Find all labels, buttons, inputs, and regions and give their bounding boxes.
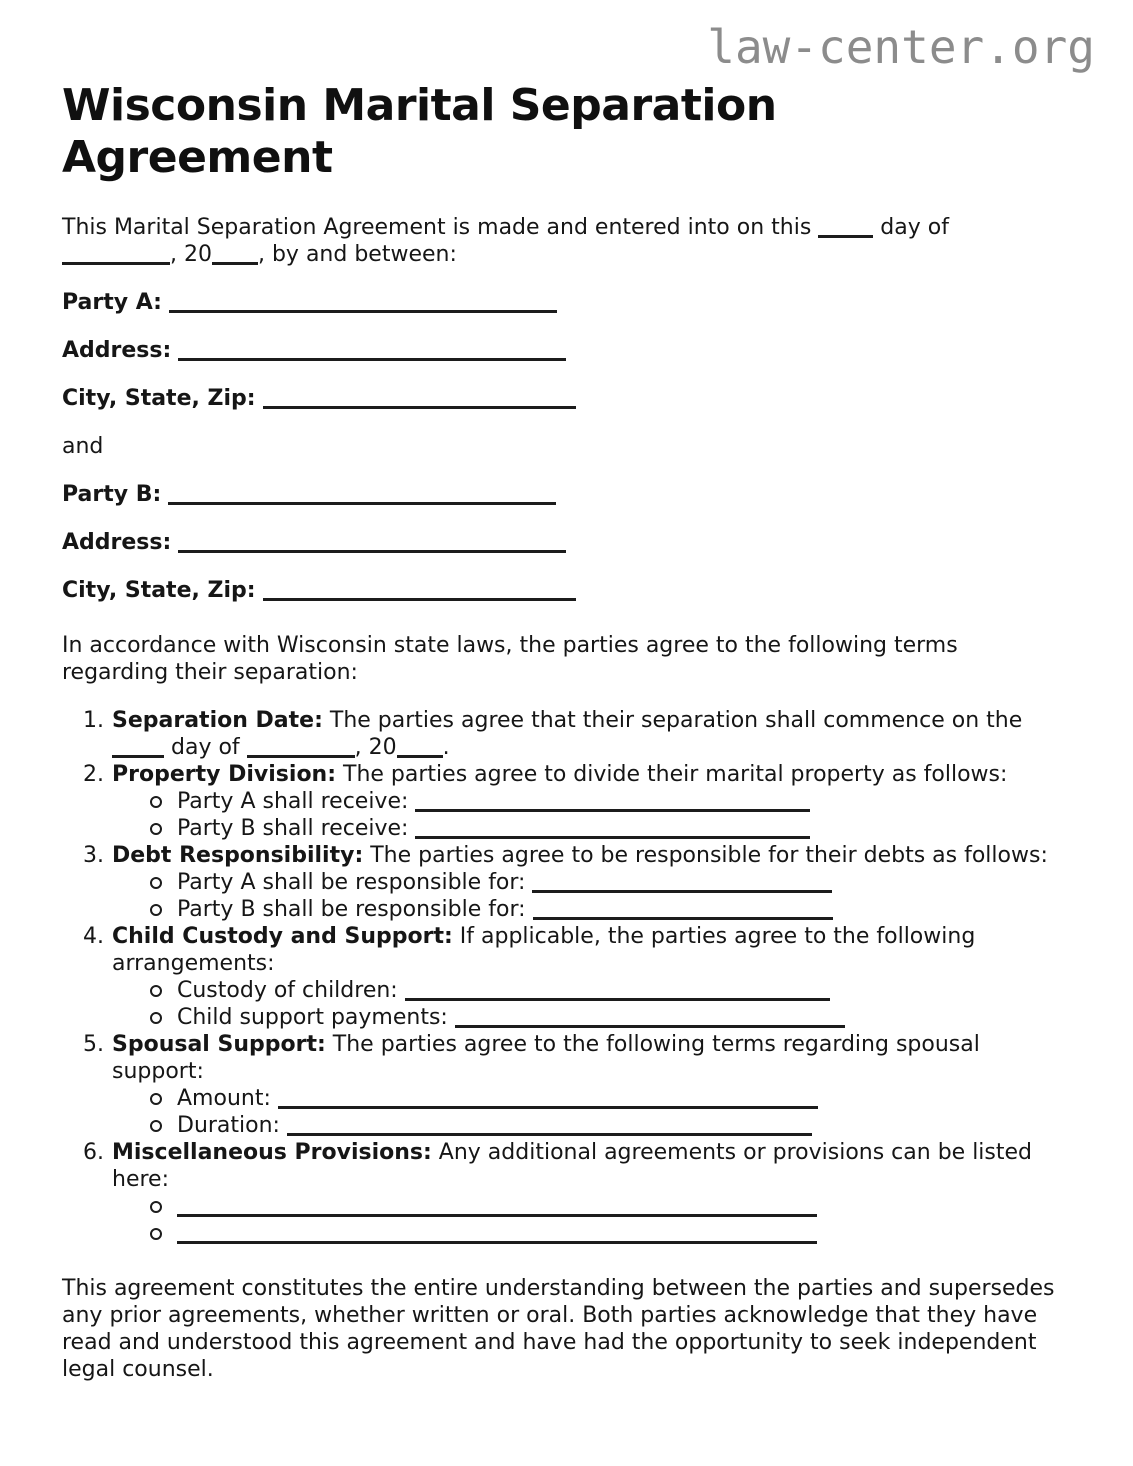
sub-item-body (177, 815, 1083, 842)
blank-fill-line (178, 345, 566, 361)
sub-item-party-b-responsible (112, 896, 1083, 923)
blank-fill-line (263, 393, 576, 409)
text: . (442, 735, 450, 760)
bold-text: Party B: (62, 482, 162, 507)
text: This agreement constitutes the entire understanding between the parties and supersedes (62, 1276, 1055, 1301)
accordance-paragraph (62, 632, 1083, 686)
text (171, 530, 178, 555)
sub-item-body (177, 1004, 1083, 1031)
party-b-field (62, 481, 1083, 508)
blank-fill-line (263, 585, 576, 601)
sub-item-duration (112, 1112, 1083, 1139)
text: The parties agree to the following terms regarding spousal (325, 1032, 980, 1057)
text: Duration: (177, 1113, 287, 1138)
text: arrangements: (112, 951, 275, 976)
blank-fill-line (455, 1012, 845, 1028)
blank-fill-line (212, 249, 258, 265)
text-line (177, 896, 1083, 923)
blank-fill-line (287, 1120, 812, 1136)
blank-fill-line (177, 1228, 817, 1244)
blank-fill-line (405, 985, 830, 1001)
list-item-property-division (62, 761, 1083, 842)
blank-fill-line (112, 742, 164, 758)
party-a-address-field (62, 337, 1083, 364)
blank-fill-line (818, 222, 873, 238)
blank-fill-line (177, 1201, 817, 1217)
sub-item-body (177, 896, 1083, 923)
text-line (177, 1004, 1083, 1031)
text (162, 290, 169, 315)
bold-text: City, State, Zip: (62, 578, 256, 603)
text: Child support payments: (177, 1005, 455, 1030)
list-item-body (112, 842, 1083, 923)
list-item-body (112, 923, 1083, 1031)
circle-bullet-icon (150, 1093, 162, 1105)
list-item-number: 6. (83, 1140, 104, 1165)
sub-item-body (177, 788, 1083, 815)
text-line (62, 529, 1083, 556)
list-item-number: 2. (83, 762, 104, 787)
list-item-spousal-support (62, 1031, 1083, 1139)
list-item-body (112, 761, 1083, 842)
bold-text: Child Custody and Support: (112, 924, 453, 949)
blank-fill-line (247, 742, 355, 758)
party-b-address-field (62, 529, 1083, 556)
blank-fill-line (533, 904, 833, 920)
text-line (62, 1329, 1083, 1356)
bold-text: Property Division: (112, 762, 337, 787)
list-item-child-custody (62, 923, 1083, 1031)
circle-bullet-icon (150, 1012, 162, 1024)
blank-fill-line (62, 249, 170, 265)
text: Amount: (177, 1086, 278, 1111)
text-line (177, 1112, 1083, 1139)
circle-bullet-icon (150, 1120, 162, 1132)
blank-fill-line (178, 537, 566, 553)
text: In accordance with Wisconsin state laws, the parties agree to the following terms (62, 633, 958, 658)
text-line (112, 923, 1083, 950)
blank-fill-line (168, 489, 556, 505)
text: regarding their separation: (62, 660, 358, 685)
text-line (62, 289, 1083, 316)
text-line (177, 1193, 1083, 1220)
text-line (112, 1166, 1083, 1193)
closing-paragraph (62, 1275, 1083, 1383)
blank-fill-line (415, 796, 810, 812)
party-a-city-state-zip-field (62, 385, 1083, 412)
sub-item-amount (112, 1085, 1083, 1112)
text: This Marital Separation Agreement is made and entered into on this (62, 215, 819, 240)
party-a-field (62, 289, 1083, 316)
sub-item-child-support-payments (112, 1004, 1083, 1031)
text-line (112, 707, 1083, 734)
bold-text: City, State, Zip: (62, 386, 256, 411)
text-line (112, 950, 1083, 977)
bold-text: Address: (62, 338, 172, 363)
circle-bullet-icon (150, 1201, 162, 1213)
text: legal counsel. (62, 1357, 214, 1382)
text: support: (112, 1059, 204, 1084)
and-text (62, 433, 1083, 460)
text: here: (112, 1167, 169, 1192)
text-line (112, 842, 1083, 869)
text: Party B shall receive: (177, 816, 416, 841)
text: Party B shall be responsible for: (177, 897, 533, 922)
text (256, 578, 263, 603)
text-line (112, 761, 1083, 788)
text-line (62, 659, 1083, 686)
blank-fill-line (397, 742, 443, 758)
text (256, 386, 263, 411)
sub-item-provision-blank-1 (112, 1193, 1083, 1220)
blank-fill-line (415, 823, 810, 839)
text-line (112, 1139, 1083, 1166)
text-line (62, 1275, 1083, 1302)
list-item-body (112, 1031, 1083, 1139)
text-line (62, 337, 1083, 364)
text: Custody of children: (177, 978, 405, 1003)
sub-item-body (177, 869, 1083, 896)
text-line (62, 1302, 1083, 1329)
text-line (177, 1220, 1083, 1247)
sub-item-body (177, 1193, 1083, 1220)
text-line (112, 734, 1083, 761)
text-line (62, 1356, 1083, 1383)
sub-item-party-b-receive (112, 815, 1083, 842)
list-item-body (112, 1139, 1083, 1247)
circle-bullet-icon (150, 985, 162, 997)
list-item-number: 1. (83, 708, 104, 733)
sub-item-provision-blank-2 (112, 1220, 1083, 1247)
text: , 20 (170, 242, 212, 267)
document-body (0, 214, 1133, 1383)
bold-text: Separation Date: (112, 708, 323, 733)
sub-item-body (177, 977, 1083, 1004)
list-item-number: 5. (83, 1032, 104, 1057)
bold-text: Miscellaneous Provisions: (112, 1140, 432, 1165)
text: day of (164, 735, 247, 760)
text-line (177, 1085, 1083, 1112)
list-item-number: 4. (83, 924, 104, 949)
text-line (177, 869, 1083, 896)
text-line (112, 1031, 1083, 1058)
text: If applicable, the parties agree to the following (452, 924, 976, 949)
blank-fill-line (278, 1093, 818, 1109)
sub-item-body (177, 1220, 1083, 1247)
sub-item-custody-of-children (112, 977, 1083, 1004)
terms-list (62, 707, 1083, 1247)
text-line (177, 977, 1083, 1004)
list-item-body (112, 707, 1083, 761)
list-item-debt-responsibility (62, 842, 1083, 923)
bold-text: Party A: (62, 290, 162, 315)
circle-bullet-icon (150, 796, 162, 808)
site-logo: law-center.org (707, 20, 1095, 74)
text-line (62, 433, 1083, 460)
blank-fill-line (169, 297, 557, 313)
text: Party A shall receive: (177, 789, 416, 814)
sub-item-party-a-responsible (112, 869, 1083, 896)
circle-bullet-icon (150, 904, 162, 916)
text-line (62, 632, 1083, 659)
sub-item-body (177, 1112, 1083, 1139)
text: Party A shall be responsible for: (177, 870, 533, 895)
text (171, 338, 178, 363)
text: read and understood this agreement and have had the opportunity to seek independent (62, 1330, 1037, 1355)
list-item-separation-date (62, 707, 1083, 761)
text: day of (873, 215, 949, 240)
party-b-city-state-zip-field (62, 577, 1083, 604)
text (161, 482, 168, 507)
blank-fill-line (532, 877, 832, 893)
text: The parties agree that their separation shall commence on the (322, 708, 1023, 733)
text: , by and between: (257, 242, 457, 267)
bold-text: Debt Responsibility: (112, 843, 364, 868)
text: , 20 (354, 735, 397, 760)
text: The parties agree to be responsible for their debts as follows: (363, 843, 1048, 868)
sub-item-party-a-receive (112, 788, 1083, 815)
text: and (62, 434, 104, 459)
text-line (62, 241, 1083, 268)
text-line (62, 481, 1083, 508)
bold-text: Address: (62, 530, 172, 555)
circle-bullet-icon (150, 877, 162, 889)
text-line (177, 815, 1083, 842)
text: The parties agree to divide their marital property as follows: (336, 762, 1008, 787)
list-item-miscellaneous-provisions (62, 1139, 1083, 1247)
text-line (62, 577, 1083, 604)
sub-item-body (177, 1085, 1083, 1112)
circle-bullet-icon (150, 1228, 162, 1240)
text-line (112, 1058, 1083, 1085)
text-line (62, 214, 1083, 241)
circle-bullet-icon (150, 823, 162, 835)
text: Any additional agreements or provisions can be listed (431, 1140, 1032, 1165)
bold-text: Spousal Support: (112, 1032, 326, 1057)
text-line (177, 788, 1083, 815)
list-item-number: 3. (83, 843, 104, 868)
intro-paragraph (62, 214, 1083, 268)
text: any prior agreements, whether written or oral. Both parties acknowledge that they have (62, 1303, 1038, 1328)
text-line (62, 385, 1083, 412)
document-title: Wisconsin Marital Separation Agreement (62, 80, 777, 183)
